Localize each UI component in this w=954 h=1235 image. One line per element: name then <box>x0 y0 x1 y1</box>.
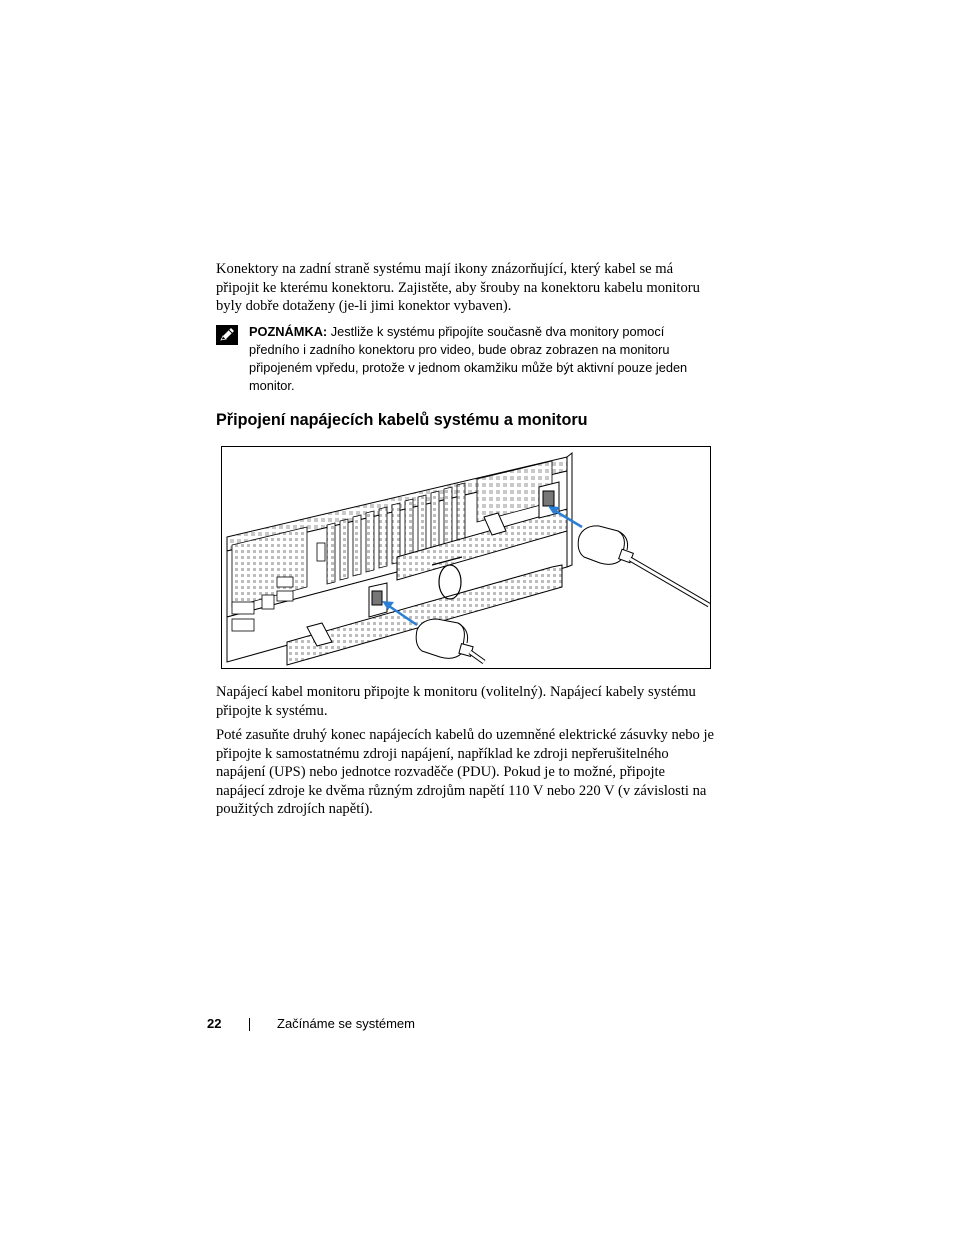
footer-separator <box>249 1018 250 1031</box>
paragraph-power-outlet: Poté zasuňte druhý konec napájecích kabelů do uzemněné elektrické zásuvky nebo je připojte k samostatnému zdroji napájení, například ke zdroji nepřerušitelného napájení (UPS) nebo jednotce rozvaděče (PDU). Pokud je to možné, připojte napájecí zdroje ke dvěma různým zdrojům napětí 110 V nebo 220 V (v závislosti na použitých zdrojích napětí). <box>216 727 715 818</box>
note-body: Jestliže k systému připojíte současně dva monitory pomocí předního i zadního konektoru pro video, bude obraz zobrazen na monitoru připojeném vpředu, protože v jednom okamžiku může být aktivní pouze jeden monitor. <box>249 324 688 393</box>
server-rear-drawing <box>222 447 710 668</box>
chapter-title: Začínáme se systémem <box>277 1016 415 1031</box>
intro-paragraph: Konektory na zadní straně systému mají ikony znázorňující, který kabel se má připojit ke kterému konektoru. Zajistěte, aby šrouby na konektoru kabelu monitoru byly dobře dotaženy (je-li jimi konektor vybaven). <box>216 261 700 315</box>
section-heading: Připojení napájecích kabelů systému a monitoru <box>216 411 588 429</box>
page-number: 22 <box>207 1016 222 1031</box>
note-text <box>249 323 717 395</box>
paragraph-monitor-cable: Napájecí kabel monitoru připojte k monitoru (volitelný). Napájecí kabely systému připojte k systému. <box>216 684 696 719</box>
power-plug-1 <box>416 619 484 662</box>
pencil-note-icon <box>216 325 238 345</box>
power-plug-2 <box>578 526 709 605</box>
power-cable-illustration <box>221 446 711 669</box>
note-label: POZNÁMKA: <box>249 324 328 339</box>
